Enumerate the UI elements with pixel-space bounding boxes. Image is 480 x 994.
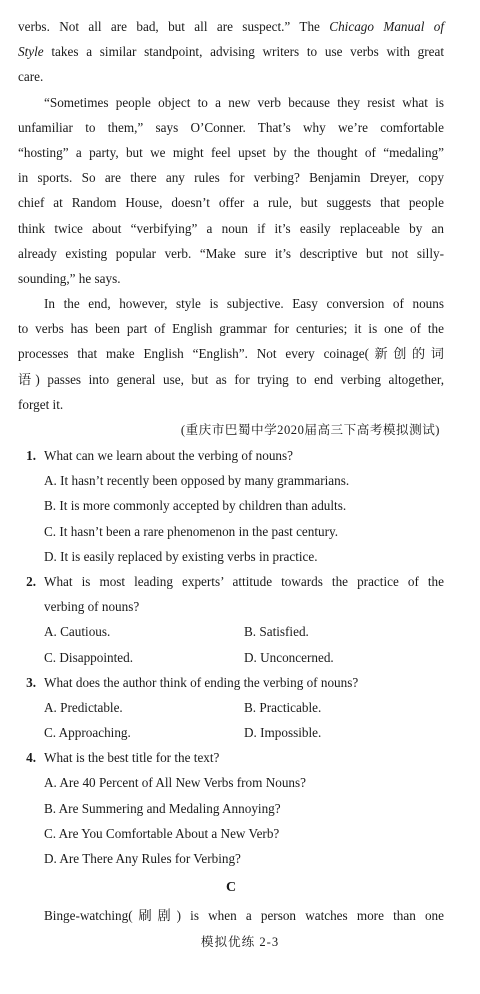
paragraph-3 bbox=[18, 291, 444, 417]
text-line: to verbs has been part of English grammar for centuries; it is one of the bbox=[18, 321, 444, 337]
option-c[interactable]: C. Are You Comfortable About a New Verb? bbox=[44, 825, 280, 841]
option-b[interactable]: B. Are Summering and Medaling Annoying? bbox=[44, 800, 281, 816]
option-a[interactable]: A. Are 40 Percent of All New Verbs from Nouns? bbox=[44, 775, 306, 791]
text-line: chief at Random House, doesn’t offer a rule, but suggests that people bbox=[18, 195, 444, 211]
text-line: “hosting” a party, but we might feel upset by the thought of “medaling” bbox=[18, 144, 444, 160]
text-line: already existing popular verb. “Make sure it’s descriptive but not silly- bbox=[18, 245, 444, 261]
section-heading: C bbox=[225, 880, 237, 896]
question-2 bbox=[18, 569, 444, 670]
text-line: in sports. So are there any rules for verbing? Benjamin Dreyer, copy bbox=[18, 170, 444, 186]
book-title: Style bbox=[18, 44, 44, 60]
text-line: processes that make English “English”. Not every coinage(新创的词 bbox=[18, 346, 444, 362]
question-number: 4. bbox=[26, 750, 36, 766]
source-citation: (重庆市巴蜀中学2020届高三下高考模拟测试) bbox=[180, 423, 440, 437]
option-c[interactable]: C. It hasn’t been a rare phenomenon in the past century. bbox=[44, 523, 339, 539]
question-text: What does the author think of ending the verbing of nouns? bbox=[44, 674, 359, 690]
text-line: care. bbox=[18, 69, 44, 85]
question-number: 3. bbox=[26, 674, 36, 690]
paragraph-1 bbox=[18, 14, 444, 90]
page-footer: 模拟优练 2-3 bbox=[200, 935, 280, 949]
book-title: Chicago Manual of bbox=[329, 19, 444, 34]
text-line: think twice about “verbifying” a noun if it’s easily replaceable by an bbox=[18, 220, 444, 236]
document-page bbox=[18, 14, 444, 928]
question-text: What is the best title for the text? bbox=[44, 750, 220, 766]
text-line: In the end, however, style is subjective. Easy conversion of nouns bbox=[44, 296, 444, 312]
option-c[interactable]: C. Approaching. bbox=[44, 725, 131, 741]
option-a[interactable]: A. Cautious. bbox=[44, 624, 111, 640]
option-a[interactable]: A. Predictable. bbox=[44, 699, 123, 715]
option-d[interactable]: D. It is easily replaced by existing verbs in practice. bbox=[44, 548, 318, 564]
text-line: verbs. Not all are bad, but all are suspect.” The Chicago Manual of bbox=[18, 19, 444, 34]
option-b[interactable]: B. Practicable. bbox=[244, 699, 322, 715]
option-b[interactable]: B. It is more commonly accepted by children than adults. bbox=[44, 498, 347, 514]
option-a[interactable]: A. It hasn’t recently been opposed by many grammarians. bbox=[44, 473, 350, 489]
option-d[interactable]: D. Are There Any Rules for Verbing? bbox=[44, 851, 241, 866]
question-text: What is most leading experts’ attitude towards the practice of the bbox=[44, 573, 444, 589]
paragraph-2 bbox=[18, 90, 444, 292]
option-d[interactable]: D. Unconcerned. bbox=[244, 649, 334, 665]
text-line: Style takes a similar standpoint, advising writers to use verbs with great bbox=[18, 44, 444, 60]
question-text-continued: verbing of nouns? bbox=[44, 599, 140, 615]
question-number: 2. bbox=[26, 573, 36, 589]
question-1 bbox=[18, 443, 444, 569]
question-text: What can we learn about the verbing of nouns? bbox=[44, 448, 294, 463]
option-d[interactable]: D. Impossible. bbox=[244, 725, 322, 741]
option-b[interactable]: B. Satisfied. bbox=[244, 624, 309, 640]
question-4 bbox=[18, 745, 444, 871]
text-line: sounding,” he says. bbox=[18, 270, 121, 286]
option-c[interactable]: C. Disappointed. bbox=[44, 649, 134, 665]
text-line: “Sometimes people object to a new verb because they resist what is bbox=[44, 94, 444, 110]
text-line: 语) passes into general use, but as for trying to end verbing altogether, bbox=[18, 371, 444, 387]
question-3 bbox=[18, 670, 444, 746]
text-line: Binge-watching(刷剧) is when a person watches more than one bbox=[44, 908, 444, 924]
text-line: unfamiliar to them,” says O’Conner. That’s why we’re comfortable bbox=[18, 119, 444, 135]
question-number: 1. bbox=[26, 448, 36, 463]
text-line: forget it. bbox=[18, 396, 64, 412]
